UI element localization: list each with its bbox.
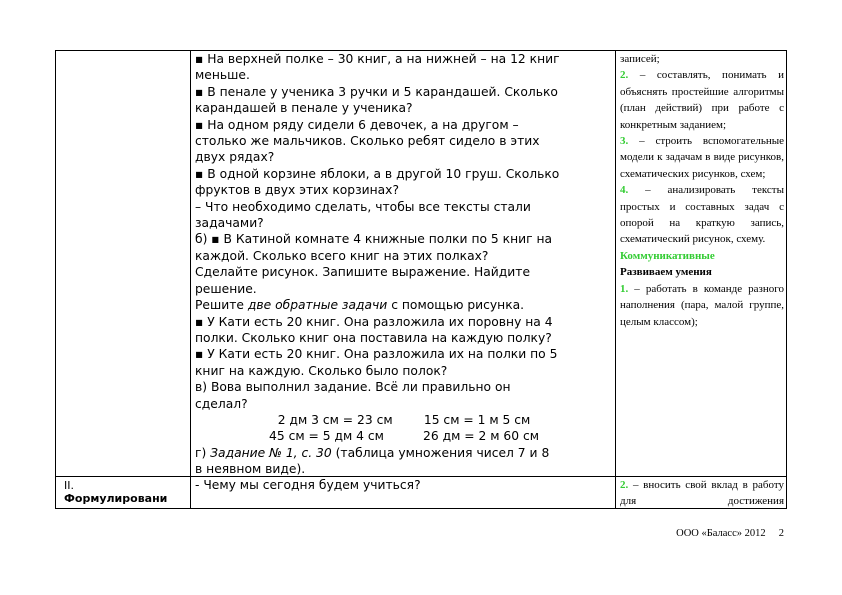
- emphasis-text: две обратные задачи: [247, 298, 388, 313]
- column-divider: [615, 51, 616, 508]
- item-text: – составлять, понимать и объяснять простейшие алгоритмы (план действий) при работе с конкретным заданием;: [620, 69, 784, 131]
- task-line: задачами?: [195, 216, 264, 231]
- column-divider: [190, 51, 191, 508]
- task-line: сделал?: [195, 396, 248, 411]
- item-text: – анализировать тексты простых и составных задач с опорой на краткую запись, схематический рисунок, схему.: [620, 184, 784, 246]
- question-cell: [195, 477, 613, 493]
- skill-item: [620, 67, 784, 133]
- task-line: полки. Сколько книг она поставила на каждую полку?: [195, 330, 552, 345]
- page-footer: ООО «Баласс» 2012 2: [676, 528, 784, 539]
- equation-line: 2 дм 3 см = 23 см 15 см = 1 м 5 см: [277, 412, 531, 427]
- stage-number: II.: [64, 479, 74, 492]
- task-line: ▪ На одном ряду сидели 6 девочек, а на другом –: [195, 117, 519, 132]
- text: с помощью рисунка.: [387, 298, 525, 313]
- item-number: 1.: [620, 282, 629, 295]
- task-line: ▪ В одной корзине яблоки, а в другой 10 груш. Сколько: [195, 166, 560, 181]
- task-line: карандашей в пенале у ученика?: [195, 101, 413, 116]
- task-line: ▪ На верхней полке – 30 книг, а на нижней – на 12 книг: [195, 52, 560, 66]
- task-line: столько же мальчиков. Сколько ребят сидело в этих: [195, 134, 540, 149]
- skills-cell: [620, 51, 784, 330]
- text: г): [195, 445, 211, 460]
- task-line: ▪ У Кати есть 20 книг. Она разложила их поровну на 4: [195, 314, 553, 329]
- equation-line: 45 см = 5 дм 4 см 26 дм = 2 м 60 см: [269, 429, 539, 444]
- reverse-tasks-line: [195, 297, 613, 313]
- skills-line: записей;: [620, 53, 660, 65]
- item-number: 4.: [620, 184, 629, 197]
- task-line: Сделайте рисунок. Запишите выражение. Найдите: [195, 265, 531, 280]
- task-line: решение.: [195, 281, 257, 296]
- task-line: ▪ У Кати есть 20 книг. Она разложила их на полки по 5: [195, 347, 558, 362]
- lesson-table: [55, 50, 787, 509]
- task-line: меньше.: [195, 68, 250, 83]
- stage-label: Формулировани: [64, 492, 168, 505]
- tasks-cell: [195, 51, 613, 478]
- item-text: – работать в команде разного наполнения (пара, малой группе, целым классом);: [620, 282, 784, 328]
- skill-item: [620, 281, 784, 330]
- task-line: в неявном виде).: [195, 462, 306, 477]
- text: (таблица умножения чисел 7 и 8: [331, 445, 550, 460]
- task-line: книг на каждую. Сколько было полок?: [195, 363, 448, 378]
- task-line: б) ▪ В Катиной комнате 4 книжные полки по 5 книг на: [195, 232, 553, 247]
- emphasis-text: Задание № 1, с. 30: [210, 445, 332, 460]
- bottom-skills-cell: [620, 477, 784, 510]
- task-line: ▪ В пенале у ученика 3 ручки и 5 карандашей. Сколько: [195, 84, 558, 99]
- item-number: 2.: [620, 69, 629, 82]
- task-line: двух рядах?: [195, 150, 275, 165]
- skill-item: [620, 133, 784, 182]
- develop-label: Развиваем умения: [620, 266, 712, 279]
- section-heading: Коммуникативные: [620, 249, 715, 262]
- stage-cell: [64, 479, 190, 505]
- skill-item: [620, 477, 784, 510]
- text: Решите: [195, 298, 248, 313]
- assignment-line: [195, 445, 613, 461]
- task-line: фруктов в двух этих корзинах?: [195, 183, 399, 198]
- item-number: 3.: [620, 135, 629, 148]
- task-line: каждой. Сколько всего книг на этих полках?: [195, 248, 489, 263]
- task-line: – Что необходимо сделать, чтобы все тексты стали: [195, 199, 531, 214]
- question-line: - Чему мы сегодня будем учиться?: [195, 478, 421, 492]
- task-line: в) Вова выполнил задание. Всё ли правильно он: [195, 380, 511, 395]
- item-text: – строить вспомогательные модели к задачам в виде рисунков, схематических рисунков, схем;: [620, 135, 784, 180]
- skill-item: [620, 182, 784, 248]
- item-number: 2.: [620, 479, 629, 491]
- item-text: – вносить свой вклад в работу для достижения: [620, 479, 784, 508]
